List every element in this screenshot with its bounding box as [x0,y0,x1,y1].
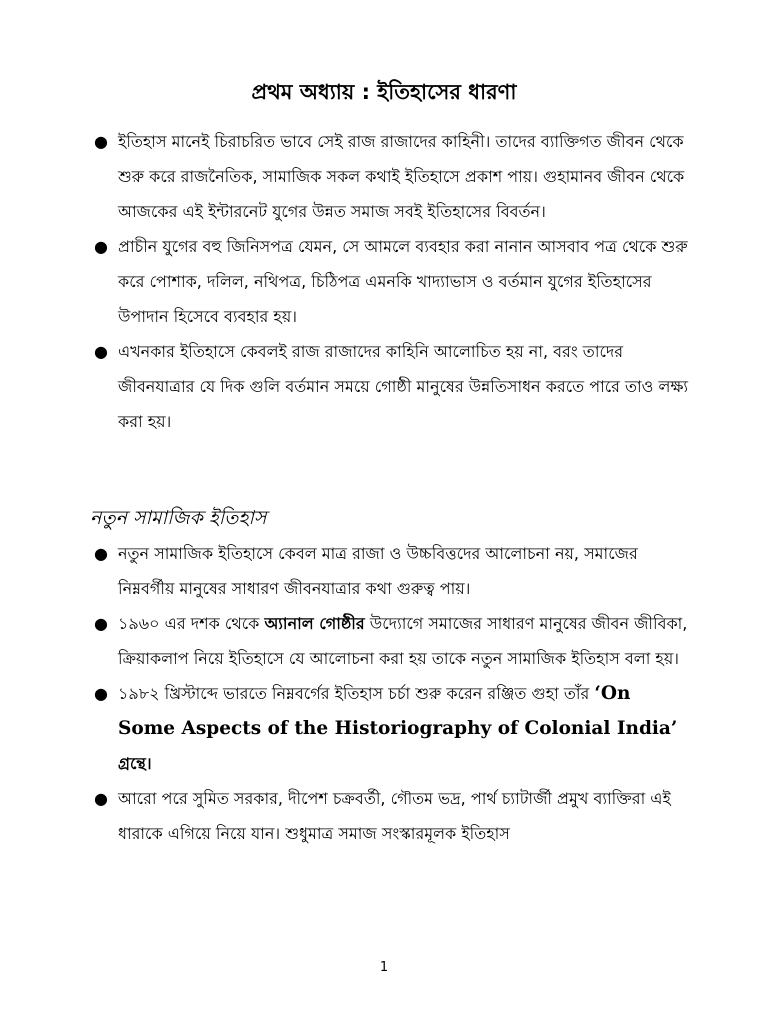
new-social-history-bullet-list [90,536,690,851]
list-item [90,676,690,781]
intro-bullet-list [90,124,690,439]
bullet-icon: ● [94,237,108,256]
list-item [90,536,690,606]
list-item-text-start: ১৯৬০ এর দশক থেকে [118,614,265,633]
list-item-text-start: ১৯৮২ খ্রিস্টাব্দে ভারতে নিম্নবর্গের ইতিহাস চর্চা শুরু করেন রঞ্জিত গুহা তাঁর [118,684,595,703]
list-item [90,334,690,439]
page-number: 1 [379,960,389,975]
list-item [90,781,690,851]
list-item-text: আরো পরে সুমিত সরকার, দীপেশ চক্রবর্তী, গৌতম ভদ্র, পার্থ চ্যাটার্জী প্রমুখ ব্যাক্তিরা এই ধারাকে এগিয়ে নিয়ে যান। শুধুমাত্র সমাজ সংস্কারমূলক ইতিহাস [118,789,671,843]
list-item-text-end: গ্রন্থে। [118,754,152,773]
bullet-icon: ● [94,614,108,633]
bullet-icon: ● [94,342,108,361]
bullet-icon: ● [94,544,108,563]
page-title: প্রথম অধ্যায় : ইতিহাসের ধারণা [251,80,517,104]
list-item-text: এখনকার ইতিহাসে কেবলই রাজ রাজাদের কাহিনি আলোচিত হয় না, বরং তাদের জীবনযাত্রার যে দিক গুলি বর্তমান সময়ে গোষ্ঠী মানুষের উন্নতিসাধন করতে পারে তাও লক্ষ্য করা হয়। [118,342,689,431]
list-item-text: প্রাচীন যুগের বহু জিনিসপত্র যেমন, সে আমলে ব্যবহার করা নানান আসবাব পত্র থেকে শুরু করে পোশাক, দলিল, নথিপত্র, চিঠিপত্র এমনকি খাদ্যাভাস ও বর্তমান যুগের ইতিহাসের উপাদান হিসেবে ব্যবহার হয়। [118,237,688,326]
bullet-icon: ● [94,789,108,808]
list-item-text: ইতিহাস মানেই চিরাচরিত ভাবে সেই রাজ রাজাদের কাহিনী। তাদের ব্যাক্তিগত জীবন থেকে শুরু করে রাজনৈতিক, সামাজিক সকল কথাই ইতিহাসে প্রকাশ পায়। গুহামানব জীবন থেকে আজকের এই ইন্টারনেট যুগের উন্নত সমাজ সবই ইতিহাসের বিবর্তন। [118,132,685,221]
list-item-text: নতুন সামাজিক ইতিহাসে কেবল মাত্র রাজা ও উচ্চবিত্তদের আলোচনা নয়, সমাজের নিম্নবর্গীয় মানুষের সাধারণ জীবনযাত্রার কথা গুরুত্ব পায়। [118,544,638,598]
bullet-icon: ● [94,684,108,703]
list-item-text-end: উদ্যোগে সমাজের সাধারণ মানুষের জীবন জীবিকা, ক্রিয়াকলাপ নিয়ে ইতিহাসে যে আলোচনা করা হয় তাকে নতুন সামাজিক ইতিহাস বলা হয়। [118,614,688,668]
list-item [90,606,690,676]
list-item [90,124,690,229]
section-heading: নতুন সামাজিক ইতিহাস [90,507,267,529]
annales-school-term: অ্যানাল গোষ্ঠীর [264,614,365,633]
book-title: ‘On Some Aspects of the Historiography of Colonial India’ [118,683,678,739]
bullet-icon: ● [94,132,108,151]
list-item [90,229,690,334]
